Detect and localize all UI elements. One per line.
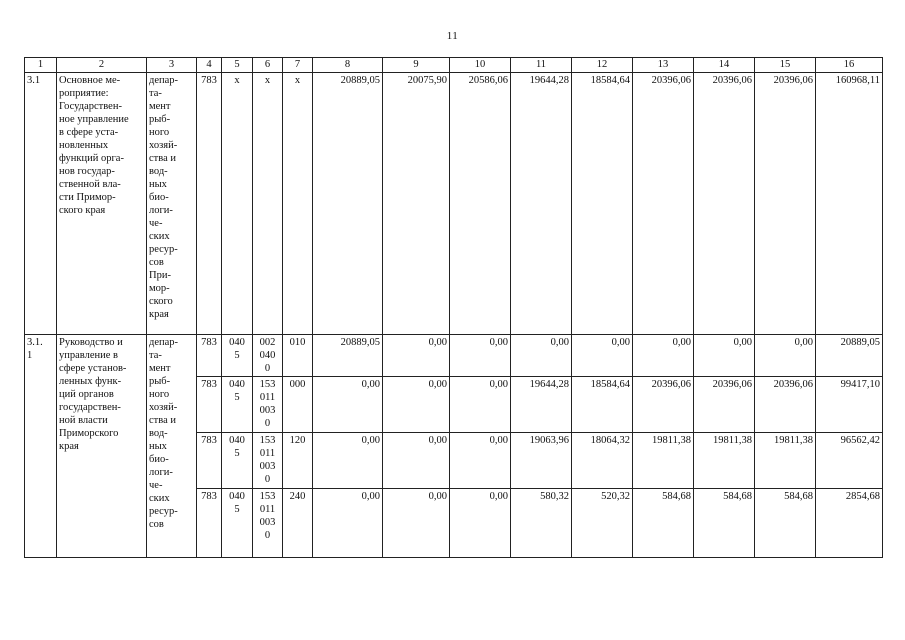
- value-cell: 20889,05: [816, 335, 883, 377]
- value-cell: 19063,96: [511, 433, 572, 489]
- code-cell: 040 5: [222, 335, 253, 377]
- column-header: 3: [147, 58, 197, 73]
- value-cell: 20396,06: [633, 73, 694, 335]
- value-cell: 20396,06: [755, 377, 816, 433]
- column-header: 15: [755, 58, 816, 73]
- value-cell: 584,68: [755, 489, 816, 558]
- column-header: 8: [313, 58, 383, 73]
- value-cell: 19644,28: [511, 377, 572, 433]
- value-cell: 20586,06: [450, 73, 511, 335]
- value-cell: 0,00: [511, 335, 572, 377]
- value-cell: 584,68: [694, 489, 755, 558]
- value-cell: 0,00: [313, 433, 383, 489]
- value-cell: 0,00: [450, 335, 511, 377]
- value-cell: 0,00: [450, 433, 511, 489]
- code-cell: 783: [197, 489, 222, 558]
- value-cell: 0,00: [572, 335, 633, 377]
- responsible-department: депар- та- мент рыб- ного хозяй- ства и вод- ных био- логи- че- ских ресур- сов При- мор- ского края: [147, 73, 197, 335]
- column-header: 16: [816, 58, 883, 73]
- value-cell: 99417,10: [816, 377, 883, 433]
- value-cell: 160968,11: [816, 73, 883, 335]
- column-header: 5: [222, 58, 253, 73]
- code-cell: 040 5: [222, 433, 253, 489]
- responsible-department: депар- та- мент рыб- ного хозяй- ства и вод- ных био- логи- че- ских ресур- сов: [147, 335, 197, 558]
- column-header: 9: [383, 58, 450, 73]
- code-cell: х: [253, 73, 283, 335]
- code-cell: 010: [283, 335, 313, 377]
- column-header: 1: [25, 58, 57, 73]
- value-cell: 20889,05: [313, 335, 383, 377]
- value-cell: 0,00: [383, 377, 450, 433]
- page-number: 11: [446, 30, 459, 42]
- value-cell: 20396,06: [755, 73, 816, 335]
- code-cell: 040 5: [222, 377, 253, 433]
- code-cell: 783: [197, 433, 222, 489]
- budget-table: [24, 57, 883, 558]
- activity-name: Руководство и управление в сфере установ- ленных функ- ций органов государствен- ной власти Приморского края: [57, 335, 147, 558]
- code-cell: 040 5: [222, 489, 253, 558]
- value-cell: 0,00: [313, 377, 383, 433]
- value-cell: 580,32: [511, 489, 572, 558]
- value-cell: 18584,64: [572, 73, 633, 335]
- value-cell: 19811,38: [633, 433, 694, 489]
- value-cell: 0,00: [383, 335, 450, 377]
- code-cell: 153 011 003 0: [253, 377, 283, 433]
- code-cell: 120: [283, 433, 313, 489]
- value-cell: 0,00: [755, 335, 816, 377]
- code-cell: 153 011 003 0: [253, 433, 283, 489]
- value-cell: 2854,68: [816, 489, 883, 558]
- column-header: 6: [253, 58, 283, 73]
- value-cell: 19811,38: [755, 433, 816, 489]
- value-cell: 18584,64: [572, 377, 633, 433]
- value-cell: 19644,28: [511, 73, 572, 335]
- column-header: 2: [57, 58, 147, 73]
- code-cell: 240: [283, 489, 313, 558]
- column-header: 7: [283, 58, 313, 73]
- value-cell: 20889,05: [313, 73, 383, 335]
- value-cell: 20396,06: [694, 377, 755, 433]
- value-cell: 0,00: [383, 489, 450, 558]
- activity-name: Основное ме- роприятие: Государствен- ное управление в сфере уста- новленных функций орга- нов государ- ственной вла- сти Примор- ского края: [57, 73, 147, 335]
- column-header: 12: [572, 58, 633, 73]
- code-cell: х: [283, 73, 313, 335]
- value-cell: 20396,06: [694, 73, 755, 335]
- value-cell: 0,00: [313, 489, 383, 558]
- value-cell: 96562,42: [816, 433, 883, 489]
- value-cell: 20075,90: [383, 73, 450, 335]
- value-cell: 0,00: [450, 377, 511, 433]
- code-cell: 000: [283, 377, 313, 433]
- value-cell: 0,00: [633, 335, 694, 377]
- code-cell: 783: [197, 377, 222, 433]
- column-header: 14: [694, 58, 755, 73]
- code-cell: 002 040 0: [253, 335, 283, 377]
- value-cell: 0,00: [450, 489, 511, 558]
- column-header: 11: [511, 58, 572, 73]
- table-row-main-activity: [25, 73, 883, 335]
- value-cell: 18064,32: [572, 433, 633, 489]
- code-cell: х: [222, 73, 253, 335]
- code-cell: 153 011 003 0: [253, 489, 283, 558]
- column-header: 10: [450, 58, 511, 73]
- value-cell: 20396,06: [633, 377, 694, 433]
- row-number: 3.1. 1: [25, 335, 57, 558]
- value-cell: 520,32: [572, 489, 633, 558]
- column-header: 4: [197, 58, 222, 73]
- value-cell: 584,68: [633, 489, 694, 558]
- header-row: [25, 58, 883, 73]
- value-cell: 0,00: [694, 335, 755, 377]
- code-cell: 783: [197, 73, 222, 335]
- value-cell: 0,00: [383, 433, 450, 489]
- table-row-sub-activity: [25, 335, 883, 377]
- value-cell: 19811,38: [694, 433, 755, 489]
- column-header: 13: [633, 58, 694, 73]
- code-cell: 783: [197, 335, 222, 377]
- row-number: 3.1: [25, 73, 57, 335]
